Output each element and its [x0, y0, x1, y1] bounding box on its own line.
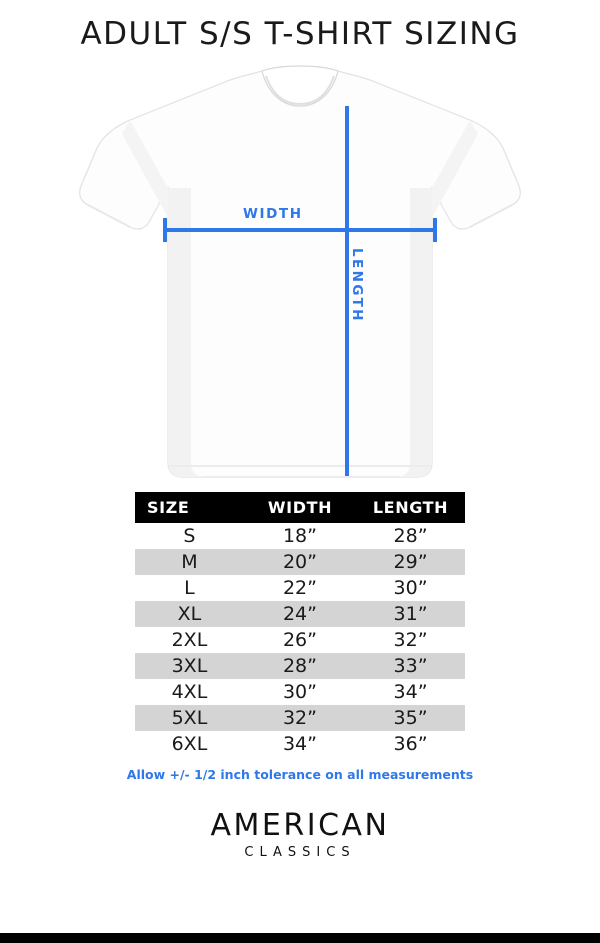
size-table — [135, 492, 465, 757]
width-label: WIDTH — [243, 206, 303, 222]
table-row — [135, 523, 465, 549]
cell-length: 34” — [356, 679, 465, 705]
cell-width: 18” — [244, 523, 356, 549]
tshirt-illustration — [0, 58, 600, 488]
cell-length: 35” — [356, 705, 465, 731]
cell-width: 30” — [244, 679, 356, 705]
cell-width: 22” — [244, 575, 356, 601]
cell-size: S — [135, 523, 244, 549]
brand-name: AMERICAN — [210, 808, 390, 843]
table-row — [135, 679, 465, 705]
brand-lockup — [211, 808, 390, 860]
column-header-length: LENGTH — [356, 492, 465, 523]
cell-width: 20” — [244, 549, 356, 575]
cell-length: 32” — [356, 627, 465, 653]
cell-size: 6XL — [135, 731, 244, 757]
cell-length: 29” — [356, 549, 465, 575]
cell-size: L — [135, 575, 244, 601]
column-header-size: SIZE — [135, 492, 244, 523]
table-row — [135, 653, 465, 679]
table-row — [135, 627, 465, 653]
cell-length: 28” — [356, 523, 465, 549]
cell-size: XL — [135, 601, 244, 627]
column-header-width: WIDTH — [244, 492, 356, 523]
table-row — [135, 601, 465, 627]
length-label: LENGTH — [349, 248, 365, 323]
table-row — [135, 731, 465, 757]
tolerance-note: Allow +/- 1/2 inch tolerance on all measurements — [126, 767, 474, 782]
cell-size: 3XL — [135, 653, 244, 679]
table-row — [135, 705, 465, 731]
cell-size: M — [135, 549, 244, 575]
cell-length: 33” — [356, 653, 465, 679]
page-title: ADULT S/S T-SHIRT SIZING — [80, 16, 520, 52]
table-row — [135, 575, 465, 601]
table-header-row — [135, 492, 465, 523]
cell-width: 26” — [244, 627, 356, 653]
cell-width: 24” — [244, 601, 356, 627]
cell-width: 28” — [244, 653, 356, 679]
cell-width: 34” — [244, 731, 356, 757]
cell-length: 36” — [356, 731, 465, 757]
cell-length: 31” — [356, 601, 465, 627]
brand-subtitle: CLASSICS — [244, 845, 356, 860]
bottom-bar — [0, 933, 600, 943]
cell-size: 4XL — [135, 679, 244, 705]
size-table-wrapper — [135, 492, 465, 757]
cell-length: 30” — [356, 575, 465, 601]
table-row — [135, 549, 465, 575]
cell-size: 5XL — [135, 705, 244, 731]
tshirt-diagram — [0, 58, 600, 488]
cell-width: 32” — [244, 705, 356, 731]
cell-size: 2XL — [135, 627, 244, 653]
